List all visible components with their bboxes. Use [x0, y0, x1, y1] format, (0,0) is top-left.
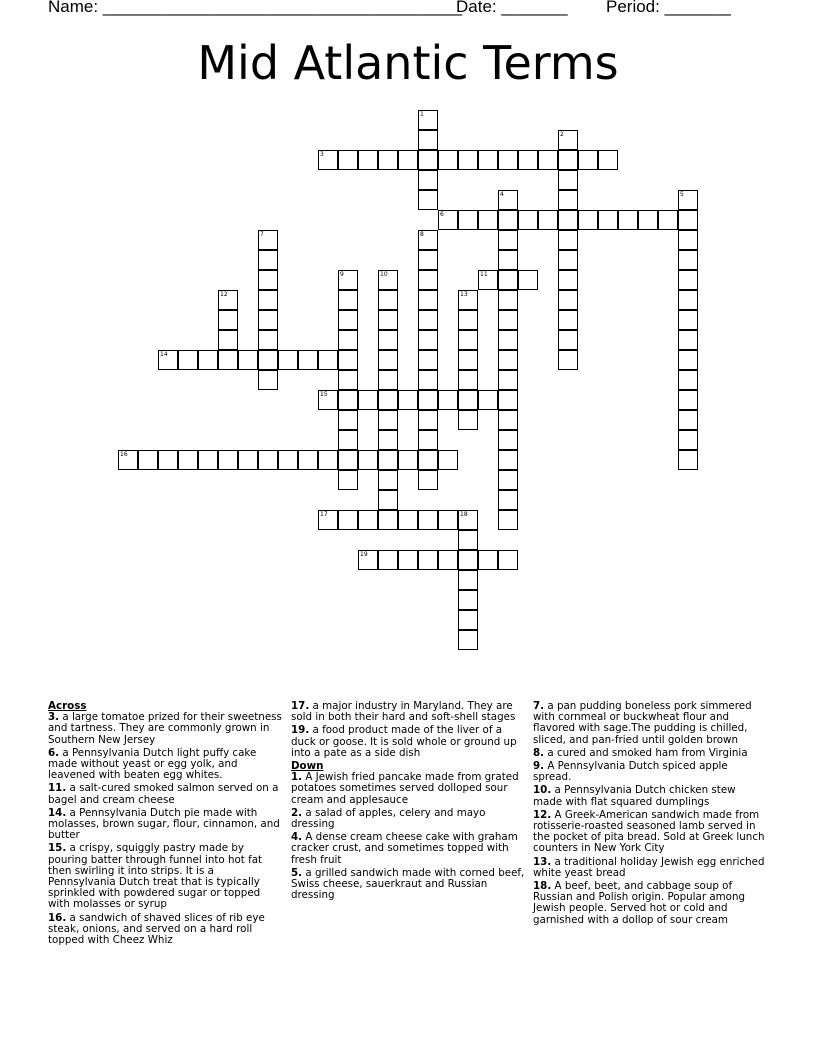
grid-cell[interactable] [658, 210, 678, 230]
grid-cell[interactable] [218, 330, 238, 350]
clue-down-8: 8. a cured and smoked ham from Virginia [533, 746, 748, 759]
grid-cell[interactable] [318, 350, 338, 370]
grid-cell[interactable] [378, 330, 398, 350]
clue-down-2: 2. a salad of apples, celery and mayo dressing [291, 806, 486, 831]
grid-cell[interactable] [338, 430, 358, 450]
clue-column-2 [291, 701, 525, 903]
grid-cell[interactable] [378, 450, 398, 470]
clue-number-label: 15 [320, 391, 328, 398]
grid-cell[interactable] [498, 230, 518, 250]
clue-across-19: 19. a food product made of the liver of a duck or goose. It is sold whole or ground up into a pate as a side dish [291, 724, 517, 759]
grid-cell[interactable] [338, 390, 358, 410]
grid-cell[interactable] [338, 150, 358, 170]
grid-cell[interactable] [418, 410, 438, 430]
grid-cell[interactable] [378, 550, 398, 570]
grid-cell[interactable] [278, 450, 298, 470]
grid-cell[interactable] [338, 510, 358, 530]
grid-cell[interactable] [498, 270, 518, 290]
grid-cell[interactable] [678, 450, 698, 470]
grid-cell[interactable] [678, 430, 698, 450]
grid-cell[interactable] [678, 250, 698, 270]
grid-cell[interactable] [398, 450, 418, 470]
grid-cell[interactable] [558, 210, 578, 230]
grid-cell[interactable] [558, 290, 578, 310]
grid-cell[interactable] [258, 270, 278, 290]
grid-cell[interactable] [558, 230, 578, 250]
grid-cell[interactable] [338, 450, 358, 470]
grid-cell[interactable] [278, 350, 298, 370]
clue-number-label: 19 [360, 551, 368, 558]
clue-down-7: 7. a pan pudding boneless pork simmered with cornmeal or buckwheat flour and flavored with sage.The pudding is chilled, sliced, and pan-fried until golden brown [533, 700, 752, 746]
grid-cell[interactable] [578, 150, 598, 170]
grid-cell[interactable] [498, 330, 518, 350]
grid-cell[interactable] [238, 450, 258, 470]
grid-cell[interactable] [498, 290, 518, 310]
grid-cell[interactable] [378, 470, 398, 490]
grid-cell[interactable] [418, 290, 438, 310]
clue-number-label: 3 [320, 151, 324, 158]
grid-cell[interactable] [598, 210, 618, 230]
grid-cell[interactable] [678, 310, 698, 330]
grid-cell[interactable] [558, 170, 578, 190]
clue-number-label: 7 [260, 231, 264, 238]
grid-cell[interactable] [678, 270, 698, 290]
clue-number-label: 10 [380, 271, 388, 278]
grid-cell[interactable] [558, 190, 578, 210]
grid-cell[interactable] [378, 490, 398, 510]
grid-cell[interactable] [138, 450, 158, 470]
grid-cell[interactable] [378, 310, 398, 330]
grid-cell[interactable] [678, 210, 698, 230]
grid-cell[interactable] [558, 330, 578, 350]
grid-cell[interactable] [338, 290, 358, 310]
clue-across-14: 14. a Pennsylvania Dutch pie made with molasses, brown sugar, flour, cinnamon, and butter [48, 806, 280, 842]
clue-number-label: 5 [680, 191, 684, 198]
grid-cell[interactable] [458, 550, 478, 570]
grid-cell[interactable] [538, 210, 558, 230]
grid-cell[interactable] [238, 350, 258, 370]
grid-cell[interactable] [398, 510, 418, 530]
grid-cell[interactable] [338, 350, 358, 370]
grid-cell[interactable] [458, 630, 478, 650]
grid-cell[interactable] [198, 350, 218, 370]
grid-cell[interactable] [258, 370, 278, 390]
clue-down-9: 9. A Pennsylvania Dutch spiced apple spread. [533, 760, 728, 784]
grid-cell[interactable] [598, 150, 618, 170]
clue-number-label: 4 [500, 191, 504, 198]
clue-across-15: 15. a crispy, squiggly pastry made by pouring batter through funnel into hot fat then swirling it into strips. It is a Pennsylvania Dutch treat that is typically sprinkled with powdered sugar or topped with molasses or syrup [48, 842, 263, 911]
clue-number-label: 2 [560, 131, 564, 138]
grid-cell[interactable] [158, 450, 178, 470]
grid-cell[interactable] [558, 350, 578, 370]
clue-down-10: 10. a Pennsylvania Dutch chicken stew made with flat squared dumplings [533, 784, 736, 808]
grid-cell[interactable] [378, 390, 398, 410]
grid-cell[interactable] [218, 450, 238, 470]
grid-cell[interactable] [378, 510, 398, 530]
grid-cell[interactable] [498, 470, 518, 490]
grid-cell[interactable] [378, 290, 398, 310]
grid-cell[interactable] [498, 150, 518, 170]
grid-cell[interactable] [418, 130, 438, 150]
down-heading: Down [291, 760, 324, 773]
grid-cell[interactable] [458, 610, 478, 630]
clue-number-label: 1 [420, 111, 424, 118]
clue-number-label: 16 [120, 451, 128, 458]
grid-cell[interactable] [458, 210, 478, 230]
clue-number-label: 18 [460, 511, 468, 518]
grid-cell[interactable] [498, 410, 518, 430]
grid-cell[interactable] [258, 350, 278, 370]
grid-cell[interactable] [258, 330, 278, 350]
grid-cell[interactable] [638, 210, 658, 230]
grid-cell[interactable] [518, 150, 538, 170]
grid-cell[interactable] [458, 370, 478, 390]
grid-cell[interactable] [418, 370, 438, 390]
grid-cell[interactable] [258, 250, 278, 270]
clue-number-label: 6 [440, 211, 444, 218]
grid-cell[interactable] [358, 450, 378, 470]
grid-cell[interactable] [338, 310, 358, 330]
grid-cell[interactable] [678, 390, 698, 410]
grid-cell[interactable] [418, 550, 438, 570]
clue-across-17: 17. a major industry in Maryland. They are sold in both their hard and soft-shell stages [291, 700, 516, 724]
clue-number-label: 11 [480, 271, 488, 278]
clue-down-5: 5. a grilled sandwich made with corned beef, Swiss cheese, sauerkraut and Russian dressing [291, 866, 525, 902]
grid-cell[interactable] [558, 250, 578, 270]
grid-cell[interactable] [298, 450, 318, 470]
grid-cell[interactable] [218, 310, 238, 330]
grid-cell[interactable] [458, 570, 478, 590]
grid-cell[interactable] [438, 390, 458, 410]
grid-cell[interactable] [378, 350, 398, 370]
grid-cell[interactable] [398, 550, 418, 570]
grid-cell[interactable] [378, 370, 398, 390]
grid-cell[interactable] [498, 430, 518, 450]
grid-cell[interactable] [498, 450, 518, 470]
grid-cell[interactable] [418, 430, 438, 450]
grid-cell[interactable] [418, 270, 438, 290]
grid-cell[interactable] [358, 150, 378, 170]
grid-cell[interactable] [558, 150, 578, 170]
grid-cell[interactable] [418, 310, 438, 330]
grid-cell[interactable] [458, 310, 478, 330]
grid-cell[interactable] [498, 510, 518, 530]
grid-cell[interactable] [258, 290, 278, 310]
period-field[interactable]: Period: _______ [606, 0, 731, 16]
grid-cell[interactable] [678, 330, 698, 350]
grid-cell[interactable] [478, 390, 498, 410]
grid-cell[interactable] [498, 490, 518, 510]
grid-cell[interactable] [498, 390, 518, 410]
grid-cell[interactable] [558, 270, 578, 290]
clue-down-1: 1. A Jewish fried pancake made from grated potatoes sometimes served dolloped sour cream and applesauce [291, 771, 519, 806]
grid-cell[interactable] [538, 150, 558, 170]
page-title: Mid Atlantic Terms [197, 36, 619, 90]
grid-cell[interactable] [418, 330, 438, 350]
grid-cell[interactable] [678, 290, 698, 310]
grid-cell[interactable] [178, 350, 198, 370]
grid-cell[interactable] [618, 210, 638, 230]
grid-cell[interactable] [478, 150, 498, 170]
grid-cell[interactable] [338, 410, 358, 430]
clue-down-18: 18. A beef, beet, and cabbage soup of Russian and Polish origin. Popular among Jewish people. Served hot or cold and garnished with a dollop of sour cream [533, 880, 746, 926]
grid-cell[interactable] [518, 210, 538, 230]
clue-down-4: 4. A dense cream cheese cake with graham cracker crust, and sometimes topped with fresh fruit [291, 831, 518, 866]
grid-cell[interactable] [218, 350, 238, 370]
date-field[interactable]: Date: _______ [456, 0, 568, 16]
grid-cell[interactable] [398, 150, 418, 170]
clue-down-13: 13. a traditional holiday Jewish egg enriched white yeast bread [533, 855, 765, 879]
grid-cell[interactable] [458, 150, 478, 170]
grid-cell[interactable] [378, 150, 398, 170]
grid-cell[interactable] [378, 430, 398, 450]
grid-cell[interactable] [418, 470, 438, 490]
grid-cell[interactable] [418, 390, 438, 410]
grid-cell[interactable] [258, 450, 278, 470]
grid-cell[interactable] [458, 350, 478, 370]
grid-cell[interactable] [258, 310, 278, 330]
clue-down-12: 12. A Greek-American sandwich made from rotisserie-roasted seasoned lamb served in the pocket of pita bread. Sold at Greek lunch counters in New York City [533, 808, 765, 855]
clue-number-label: 14 [160, 351, 168, 358]
grid-cell[interactable] [418, 150, 438, 170]
grid-cell[interactable] [498, 250, 518, 270]
grid-cell[interactable] [478, 210, 498, 230]
clue-number-label: 9 [340, 271, 344, 278]
clue-across-16: 16. a sandwich of shaved slices of rib eye steak, onions, and served on a hard roll topped with Cheez Whiz [48, 911, 265, 947]
grid-cell[interactable] [678, 350, 698, 370]
grid-cell[interactable] [498, 310, 518, 330]
grid-cell[interactable] [458, 530, 478, 550]
grid-cell[interactable] [298, 350, 318, 370]
clue-number-label: 17 [320, 511, 328, 518]
across-heading: Across [48, 700, 87, 712]
grid-cell[interactable] [458, 590, 478, 610]
grid-cell[interactable] [678, 410, 698, 430]
grid-cell[interactable] [178, 450, 198, 470]
clue-column-3 [533, 701, 767, 928]
grid-cell[interactable] [418, 170, 438, 190]
grid-cell[interactable] [358, 390, 378, 410]
clue-column-1 [48, 701, 282, 948]
grid-cell[interactable] [438, 450, 458, 470]
grid-cell[interactable] [498, 210, 518, 230]
grid-cell[interactable] [478, 550, 498, 570]
grid-cell[interactable] [578, 210, 598, 230]
grid-cell[interactable] [418, 250, 438, 270]
grid-cell[interactable] [498, 370, 518, 390]
grid-cell[interactable] [378, 410, 398, 430]
clue-number-label: 12 [220, 291, 228, 298]
grid-cell[interactable] [418, 350, 438, 370]
grid-cell[interactable] [458, 390, 478, 410]
grid-cell[interactable] [678, 230, 698, 250]
grid-cell[interactable] [358, 510, 378, 530]
grid-cell[interactable] [458, 330, 478, 350]
grid-cell[interactable] [678, 370, 698, 390]
clue-number-label: 8 [420, 231, 424, 238]
clue-across-11: 11. a salt-cured smoked salmon served on a bagel and cream cheese [48, 782, 279, 806]
grid-cell[interactable] [318, 450, 338, 470]
grid-cell[interactable] [398, 390, 418, 410]
grid-cell[interactable] [198, 450, 218, 470]
name-field[interactable]: Name: ______________________________________ [48, 0, 463, 16]
grid-cell[interactable] [338, 330, 358, 350]
clue-across-6: 6. a Pennsylvania Dutch light puffy cake made without yeast or egg yolk, and leavened with beaten egg whites. [48, 746, 257, 782]
grid-cell[interactable] [498, 550, 518, 570]
grid-cell[interactable] [338, 470, 358, 490]
grid-cell[interactable] [418, 510, 438, 530]
grid-cell[interactable] [438, 510, 458, 530]
grid-cell[interactable] [498, 350, 518, 370]
grid-cell[interactable] [418, 450, 438, 470]
grid-cell[interactable] [438, 150, 458, 170]
clue-number-label: 13 [460, 291, 468, 298]
clue-across-3: 3. a large tomatoe prized for their sweetness and tartness. They are commonly grown in Southern New Jersey [48, 711, 282, 746]
grid-cell[interactable] [418, 190, 438, 210]
grid-cell[interactable] [518, 270, 538, 290]
grid-cell[interactable] [438, 550, 458, 570]
grid-cell[interactable] [338, 370, 358, 390]
grid-cell[interactable] [558, 310, 578, 330]
grid-cell[interactable] [458, 410, 478, 430]
